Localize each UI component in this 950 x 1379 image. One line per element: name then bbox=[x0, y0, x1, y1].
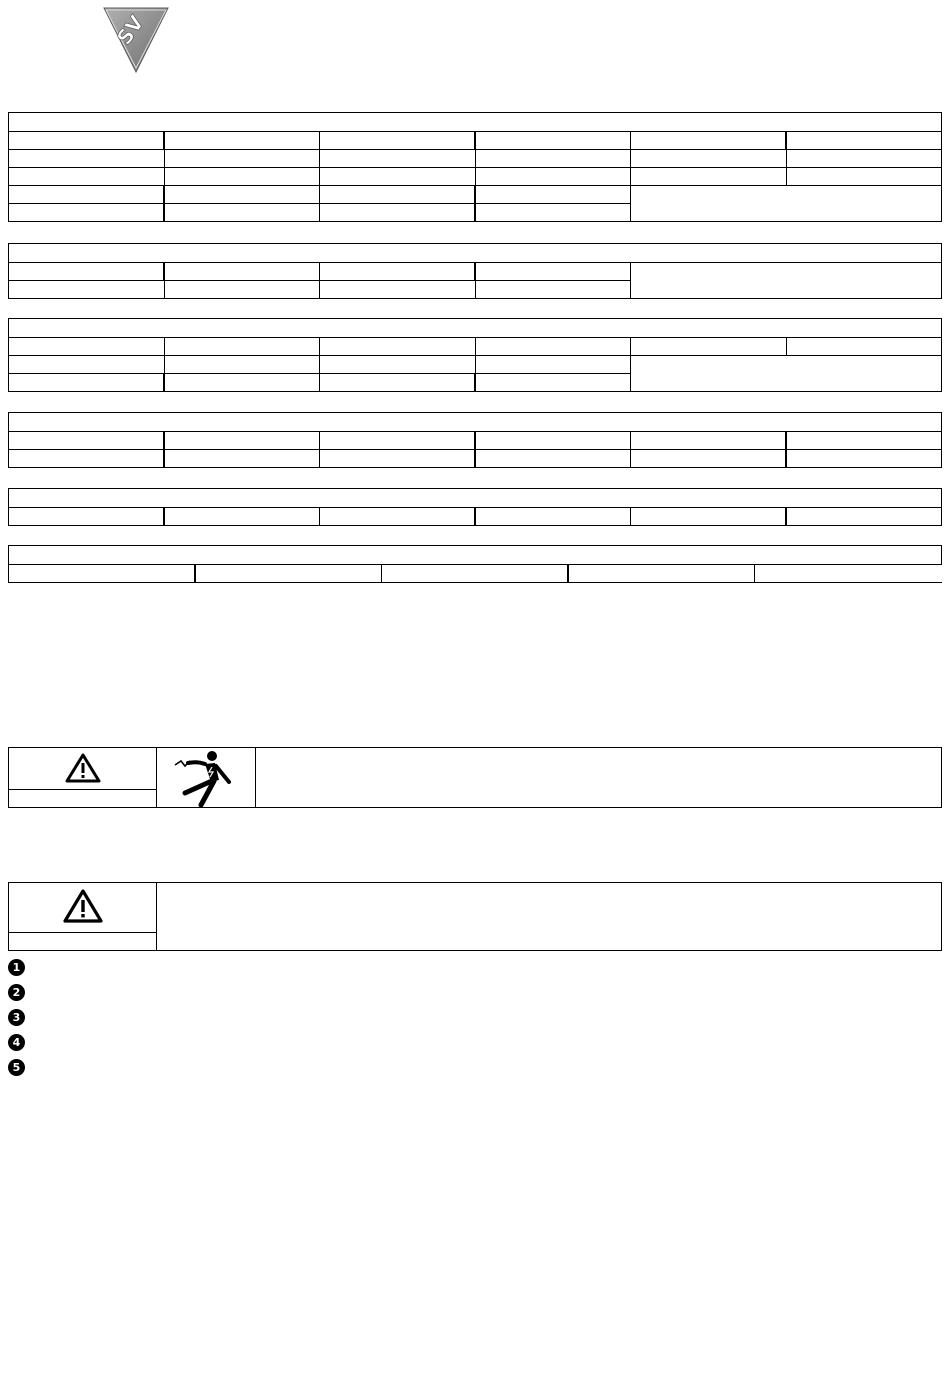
table-row bbox=[9, 565, 942, 583]
parameter-table-3 bbox=[8, 318, 942, 392]
list-item bbox=[8, 1005, 938, 1030]
table-title bbox=[9, 319, 942, 338]
warning-triangle-icon bbox=[63, 889, 103, 923]
warning-box-electric bbox=[8, 747, 942, 808]
list-item bbox=[8, 1055, 938, 1080]
number-badge: 1 bbox=[8, 959, 25, 976]
table-title bbox=[9, 489, 942, 508]
table-row bbox=[9, 168, 942, 186]
table-row bbox=[9, 132, 942, 150]
table-row bbox=[9, 150, 942, 168]
signal-word bbox=[9, 932, 156, 950]
list-item bbox=[8, 980, 938, 1005]
table-row bbox=[9, 338, 942, 356]
language-badge bbox=[100, 6, 172, 76]
parameter-table-4 bbox=[8, 412, 942, 468]
warning-signal-cell bbox=[9, 883, 157, 950]
electric-shock-icon bbox=[171, 749, 241, 807]
list-item bbox=[8, 955, 938, 980]
list-item bbox=[8, 1030, 938, 1055]
warning-triangle-icon bbox=[65, 753, 101, 783]
table-title bbox=[9, 546, 942, 565]
table-title bbox=[9, 244, 942, 263]
table-row bbox=[9, 432, 942, 450]
parameter-table-5 bbox=[8, 488, 942, 526]
number-badge: 2 bbox=[8, 984, 25, 1001]
warning-signal-cell bbox=[9, 748, 157, 807]
table-row bbox=[9, 356, 942, 374]
parameter-table-1 bbox=[8, 112, 942, 222]
table-row bbox=[9, 186, 942, 204]
number-badge: 5 bbox=[8, 1059, 25, 1076]
table-row bbox=[9, 450, 942, 468]
pictogram-cell bbox=[157, 748, 256, 807]
table-row bbox=[9, 508, 942, 526]
table-title bbox=[9, 113, 942, 132]
parameter-table-6 bbox=[8, 545, 942, 583]
language-code: SV bbox=[111, 10, 149, 50]
table-row bbox=[9, 263, 942, 281]
number-badge: 3 bbox=[8, 1009, 25, 1026]
numbered-list bbox=[8, 955, 938, 1080]
parameter-table-2 bbox=[8, 243, 942, 299]
warning-box-general bbox=[8, 882, 942, 951]
signal-word bbox=[9, 789, 156, 807]
number-badge: 4 bbox=[8, 1034, 25, 1051]
table-title bbox=[9, 413, 942, 432]
